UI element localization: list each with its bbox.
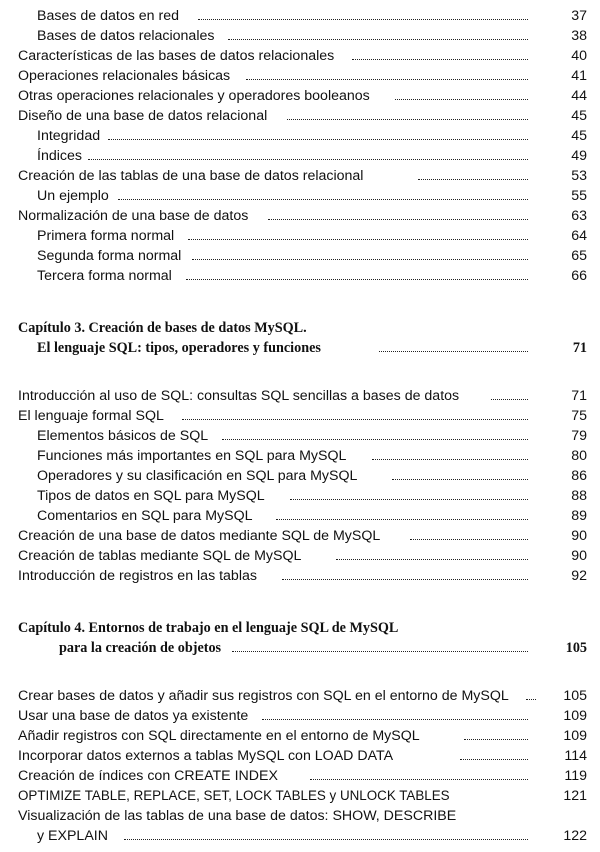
chapter-title-line1: Capítulo 4. Entornos de trabajo en el lenguaje SQL de MySQL [18, 620, 399, 636]
toc-entry-label: Tipos de datos en SQL para MySQL [37, 488, 265, 504]
toc-entry-page: 45 [571, 128, 587, 144]
toc-entry-label: Creación de una base de datos mediante SQL de MySQL [18, 528, 381, 544]
toc-entry-label: Bases de datos en red [37, 8, 179, 24]
toc-entry-page: 45 [571, 108, 587, 124]
dot-leader [88, 159, 528, 160]
dot-leader [192, 259, 528, 260]
toc-entry [0, 26, 600, 46]
toc-entry-page: 109 [563, 728, 587, 744]
toc-entry-page: 41 [571, 68, 587, 84]
dot-leader [491, 399, 528, 400]
toc-entry-label: Normalización de una base de datos [18, 208, 249, 224]
toc-entry [0, 826, 600, 846]
chapter-3-heading [0, 318, 600, 338]
toc-entry-page: 90 [571, 548, 587, 564]
toc-entry-label: Visualización de las tablas de una base de datos: SHOW, DESCRIBE [18, 808, 457, 824]
dot-leader [418, 179, 528, 180]
toc-entry-page: 89 [571, 508, 587, 524]
toc-entry [0, 46, 600, 66]
toc-entry-label: y EXPLAIN [37, 828, 108, 844]
toc-entry [0, 266, 600, 286]
toc-entry-label: Diseño de una base de datos relacional [18, 108, 268, 124]
toc-entry-page: 121 [563, 788, 587, 804]
toc-entry [0, 66, 600, 86]
dot-leader [372, 459, 528, 460]
toc-entry-page: 53 [571, 168, 587, 184]
toc-entry-label: Un ejemplo [37, 188, 109, 204]
dot-leader [108, 139, 528, 140]
toc-entry-page: 90 [571, 528, 587, 544]
toc-entry-page: 109 [563, 708, 587, 724]
toc-entry-page: 65 [571, 248, 587, 264]
toc-entry-label: Tercera forma normal [37, 268, 172, 284]
dot-leader [336, 559, 528, 560]
toc-entry [0, 6, 600, 26]
toc-entry-label: Bases de datos relacionales [37, 28, 215, 44]
toc-entry [0, 226, 600, 246]
toc-entry-page: 49 [571, 148, 587, 164]
toc-entry [0, 706, 600, 726]
dot-leader [182, 419, 528, 420]
chapter-page: 71 [572, 340, 587, 356]
toc-entry-page: 88 [571, 488, 587, 504]
dot-leader [287, 119, 528, 120]
toc-entry-label: Segunda forma normal [37, 248, 182, 264]
dot-leader [222, 439, 528, 440]
chapter-title-line2: para la creación de objetos [59, 640, 222, 656]
toc-entry [0, 126, 600, 146]
toc-entry [0, 766, 600, 786]
toc-entry [0, 526, 600, 546]
toc-entry-page: 55 [571, 188, 587, 204]
toc-entry-page: 86 [571, 468, 587, 484]
dot-leader [188, 239, 528, 240]
toc-entry [0, 466, 600, 486]
toc-entry [0, 146, 600, 166]
dot-leader [290, 499, 528, 500]
dot-leader [246, 79, 528, 80]
toc-entry [0, 746, 600, 766]
toc-entry [0, 246, 600, 266]
dot-leader [526, 699, 536, 700]
toc-entry-page: 40 [571, 48, 587, 64]
toc-entry [0, 426, 600, 446]
toc-entry-label: Primera forma normal [37, 228, 175, 244]
toc-entry [0, 106, 600, 126]
toc-entry-label: Crear bases de datos y añadir sus registros con SQL en el entorno de MySQL [18, 688, 509, 704]
dot-leader [276, 519, 528, 520]
toc-entry-label: Integridad [37, 128, 101, 144]
toc-entry-page: 66 [571, 268, 587, 284]
toc-entry [0, 806, 600, 826]
toc-entry-label: Incorporar datos externos a tablas MySQL con LOAD DATA [18, 748, 394, 764]
dot-leader [124, 839, 528, 840]
toc-entry-page: 75 [571, 408, 587, 424]
toc-entry-label: OPTIMIZE TABLE, REPLACE, SET, LOCK TABLES y UNLOCK TABLES [18, 788, 450, 803]
toc-entry [0, 566, 600, 586]
toc-entry-label: Características de las bases de datos relacionales [18, 48, 335, 64]
dot-leader [228, 39, 528, 40]
toc-entry-label: Operaciones relacionales básicas [18, 68, 231, 84]
chapter-title-line1: Capítulo 3. Creación de bases de datos MySQL. [18, 320, 307, 336]
dot-leader [232, 651, 528, 652]
toc-entry [0, 206, 600, 226]
chapter-title-line2: El lenguaje SQL: tipos, operadores y funciones [37, 340, 321, 356]
toc-entry [0, 186, 600, 206]
dot-leader [395, 99, 528, 100]
toc-entry-page: 63 [571, 208, 587, 224]
dot-leader [392, 479, 528, 480]
dot-leader [118, 199, 528, 200]
chapter-3-heading-line2 [0, 338, 600, 358]
dot-leader [268, 219, 528, 220]
toc-entry [0, 386, 600, 406]
toc-entry-page: 122 [563, 828, 587, 844]
toc-entry-page: 44 [571, 88, 587, 104]
dot-leader [198, 19, 528, 20]
toc-entry-label: Creación de las tablas de una base de datos relacional [18, 168, 364, 184]
dot-leader [460, 759, 528, 760]
toc-entry [0, 786, 600, 806]
dot-leader [310, 779, 528, 780]
toc-entry [0, 166, 600, 186]
toc-entry-label: Elementos básicos de SQL [37, 428, 209, 444]
toc-entry-label: Introducción al uso de SQL: consultas SQL sencillas a bases de datos [18, 388, 460, 404]
toc-entry-page: 79 [571, 428, 587, 444]
dot-leader [379, 351, 528, 352]
toc-entry [0, 486, 600, 506]
toc-entry-label: Creación de índices con CREATE INDEX [18, 768, 278, 784]
toc-entry-label: Introducción de registros en las tablas [18, 568, 257, 584]
toc-entry [0, 86, 600, 106]
toc-entry-page: 38 [571, 28, 587, 44]
toc-entry-label: Añadir registros con SQL directamente en el entorno de MySQL [18, 728, 420, 744]
chapter-page: 105 [565, 640, 587, 656]
toc-entry-page: 64 [571, 228, 587, 244]
dot-leader [186, 279, 528, 280]
toc-entry-label: Funciones más importantes en SQL para MySQL [37, 448, 347, 464]
toc-entry-page: 105 [563, 688, 587, 704]
toc-entry [0, 726, 600, 746]
toc-entry-page: 37 [571, 8, 587, 24]
toc-entry-page: 71 [571, 388, 587, 404]
toc-entry-page: 119 [564, 768, 587, 784]
toc-entry-page: 92 [571, 568, 587, 584]
dot-leader [352, 59, 528, 60]
toc-entry [0, 406, 600, 426]
dot-leader [282, 579, 528, 580]
dot-leader [262, 719, 528, 720]
dot-leader [464, 739, 528, 740]
chapter-4-heading [0, 618, 600, 638]
dot-leader [410, 539, 528, 540]
toc-entry-page: 80 [571, 448, 587, 464]
toc-entry [0, 546, 600, 566]
toc-entry-label: Usar una base de datos ya existente [18, 708, 249, 724]
chapter-4-heading-line2 [0, 638, 600, 658]
toc-entry-label: Operadores y su clasificación en SQL para MySQL [37, 468, 358, 484]
toc-entry-label: Índices [37, 148, 82, 164]
toc-entry [0, 446, 600, 466]
toc-entry [0, 686, 600, 706]
toc-entry [0, 506, 600, 526]
toc-entry-label: Creación de tablas mediante SQL de MySQL [18, 548, 302, 564]
toc-entry-page: 114 [564, 748, 587, 764]
toc-entry-label: Otras operaciones relacionales y operadores booleanos [18, 88, 370, 104]
toc-entry-label: El lenguaje formal SQL [18, 408, 164, 424]
toc-entry-label: Comentarios en SQL para MySQL [37, 508, 253, 524]
